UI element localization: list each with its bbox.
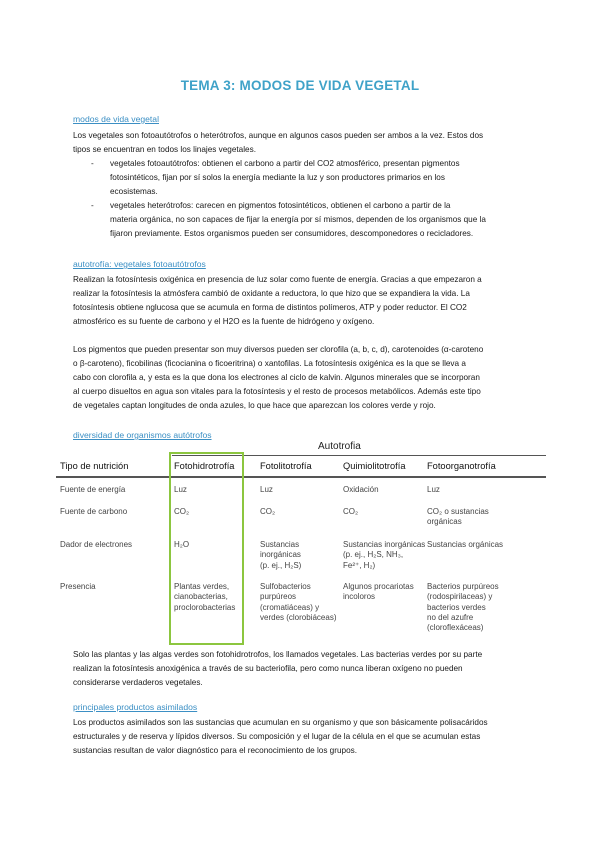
- cell-line: (rodospirilaceas) y: [427, 592, 493, 602]
- cell-line: cianobacterias,: [174, 592, 228, 602]
- cell-line: bacterios verdes: [427, 602, 486, 612]
- bullet-dash: -: [91, 159, 94, 168]
- text-line: tipos se encuentran en todos los linajes vegetales.: [73, 144, 256, 154]
- column-header: Fotohidrotrofía: [174, 461, 235, 471]
- row-label: Fuente de energía: [60, 485, 126, 494]
- table-cell: Sustancias orgánicas: [427, 540, 504, 549]
- cell-line: orgánicas: [427, 517, 462, 527]
- section-heading-diversidad: diversidad de organismos autótrofos: [73, 430, 212, 440]
- table-rule: [56, 476, 546, 478]
- text-line: fijaron previamente. Estos organismos pueden ser consumidores, descomponedores o recicladores.: [110, 228, 474, 238]
- autotrofia-table: [56, 439, 546, 644]
- text-line: cabo con clorofila a, y esta es la que dona los electrones al ciclo de kalvin. Algunos minerales que se incorporan: [73, 372, 480, 382]
- table-cell: Luz: [174, 485, 187, 494]
- autotrofia-paragraph-2: [73, 343, 528, 413]
- cell-line: (cloroflexáceas): [427, 623, 484, 633]
- bullet-dash: -: [91, 201, 94, 210]
- table-cell: CO₂: [343, 507, 359, 516]
- cell-line: Fe²⁺, H₂): [343, 560, 376, 570]
- bullet-fotoautotrofos: [91, 157, 528, 199]
- table-cell: CO₂: [260, 507, 276, 516]
- section-heading-modos: modos de vida vegetal: [73, 114, 159, 124]
- table-cell: [260, 582, 336, 623]
- table-cell: CO₂: [174, 507, 190, 516]
- cell-line: Algunos procariotas: [343, 582, 414, 591]
- text-line: vegetales fotoautótrofos: obtienen el carbono a partir del CO2 atmosférico, presentan pigmentos: [110, 159, 460, 168]
- cell-line: (cromatiáceas) y: [260, 602, 320, 612]
- table-cell: [427, 507, 489, 528]
- table-cell: [343, 540, 425, 571]
- cell-line: Bacterios purpúreos: [427, 582, 499, 591]
- highlight-box-fotohidrotrofia: [169, 452, 244, 645]
- text-line: realizar la fotosíntesis la atmósfera cambió de oxidante a reductora, lo que hizo que se expandiera la vida. La: [73, 288, 470, 298]
- text-line: Solo las plantas y las algas verdes son fotohidrotrofos, los llamados vegetales. Las bacterias verdes por su parte: [73, 650, 483, 659]
- table-cell: [343, 582, 414, 603]
- section-heading-autotrofia: autotrofía: vegetales fotoautótrofos: [73, 259, 206, 269]
- text-line: al cuerpo disueltos en agua son vitales para la fotosíntesis y el resto de procesos metabólicos. Además este tipo: [73, 386, 481, 396]
- cell-line: Sulfobacterios: [260, 582, 311, 591]
- cell-line: proclorobacterias: [174, 602, 236, 612]
- autotrofia-paragraph-1: [73, 273, 528, 329]
- text-line: de vegetales captan longitudes de onda azules, lo que hace que aparezcan los colores verde y rojo.: [73, 400, 436, 410]
- cell-line: Plantas verdes,: [174, 582, 230, 591]
- cell-line: (p. ej., H₂S): [260, 560, 302, 570]
- text-line: Los pigmentos que pueden presentar son muy diversos pueden ser clorofila (a, b, c, d), carotenoides (α-caroteno: [73, 345, 484, 354]
- text-line: Realizan la fotosíntesis oxigénica en presencia de luz solar como fuente de energía. Gracias a que empezaron a: [73, 275, 482, 284]
- row-label: Fuente de carbono: [60, 507, 128, 516]
- cell-line: verdes (clorobiáceas): [260, 612, 337, 622]
- text-line: atmosférico es su fuente de carbono y el H2O es la fuente de hidrógeno y oxígeno.: [73, 316, 375, 326]
- diversidad-after: [73, 648, 528, 690]
- table-cell: Luz: [260, 485, 273, 494]
- bullet-heterotrofos: [91, 199, 528, 241]
- row-label: Dador de electrones: [60, 540, 133, 549]
- text-line: Los vegetales son fotoautótrofos o heterótrofos, aunque en algunos casos pueden ser ambos a la vez. Estos dos: [73, 131, 484, 140]
- column-header: Fotolitotrofía: [260, 461, 312, 471]
- table-cell: [260, 540, 301, 571]
- modos-intro: [73, 129, 528, 157]
- cell-line: CO₂ o sustancias: [427, 507, 489, 516]
- text-line: fotosíntesis obtiene nglucosa que se acumula en forma de distintos polímeros, ATP y poder reductor. El CO2: [73, 302, 467, 312]
- text-line: realizan la fotosíntesis anoxigénica a través de su bacteriofila, pero como nunca liberan oxígeno no pueden: [73, 663, 463, 673]
- cell-line: purpúreos: [260, 592, 297, 602]
- table-super-header: Autotrofia: [318, 441, 361, 452]
- text-line: considerarse verdaderos vegetales.: [73, 677, 203, 687]
- cell-line: inorgánicas: [260, 550, 301, 560]
- section-heading-productos: principales productos asimilados: [73, 702, 198, 712]
- cell-line: incoloros: [343, 592, 376, 602]
- text-line: fotosintéticos, fijan por sí solos la energía mediante la luz y son productores primarios en los: [110, 172, 445, 182]
- text-line: o β-caroteno), ficobilinas (ficocianina o ficoeritrina) o xantofilas. La fotosíntesis oxigénica es la que se lleva a: [73, 358, 466, 368]
- cell-line: Sustancias: [260, 540, 300, 549]
- cell-line: (p. ej., H₂S, NH₃,: [343, 550, 404, 560]
- text-line: sustancias resultan de valor diagnóstico para el reconocimiento de los grupos.: [73, 745, 357, 755]
- text-line: materia orgánica, no son capaces de fijar la energía por sí mismos, dependen de los organismos que la: [110, 214, 486, 224]
- table-cell: [427, 582, 499, 633]
- column-header: Tipo de nutrición: [60, 461, 129, 471]
- column-header: Fotoorganotrofía: [427, 461, 496, 471]
- table-cell: Oxidación: [343, 485, 379, 494]
- text-line: vegetales heterótrofos: carecen en pigmentos fotosintéticos, obtienen el carbono a partir de la: [110, 201, 451, 210]
- row-label: Presencia: [60, 582, 96, 591]
- column-header: Quimiolitotrofía: [343, 461, 406, 471]
- text-line: estructurales y de reserva y lípidos diversos. Su composición y el lugar de la célula en el que se acumulan estas: [73, 731, 481, 741]
- table-cell: H₂O: [174, 540, 190, 549]
- text-line: ecosistemas.: [110, 186, 158, 196]
- cell-line: Sustancias inorgánicas: [343, 540, 426, 549]
- productos-paragraph: [73, 716, 528, 758]
- page-title: TEMA 3: MODOS DE VIDA VEGETAL: [180, 78, 420, 93]
- text-line: Los productos asimilados son las sustancias que acumulan en su organismo y que son básicamente polisacáridos: [73, 718, 488, 727]
- table-cell: Luz: [427, 485, 440, 494]
- cell-line: no del azufre: [427, 612, 474, 622]
